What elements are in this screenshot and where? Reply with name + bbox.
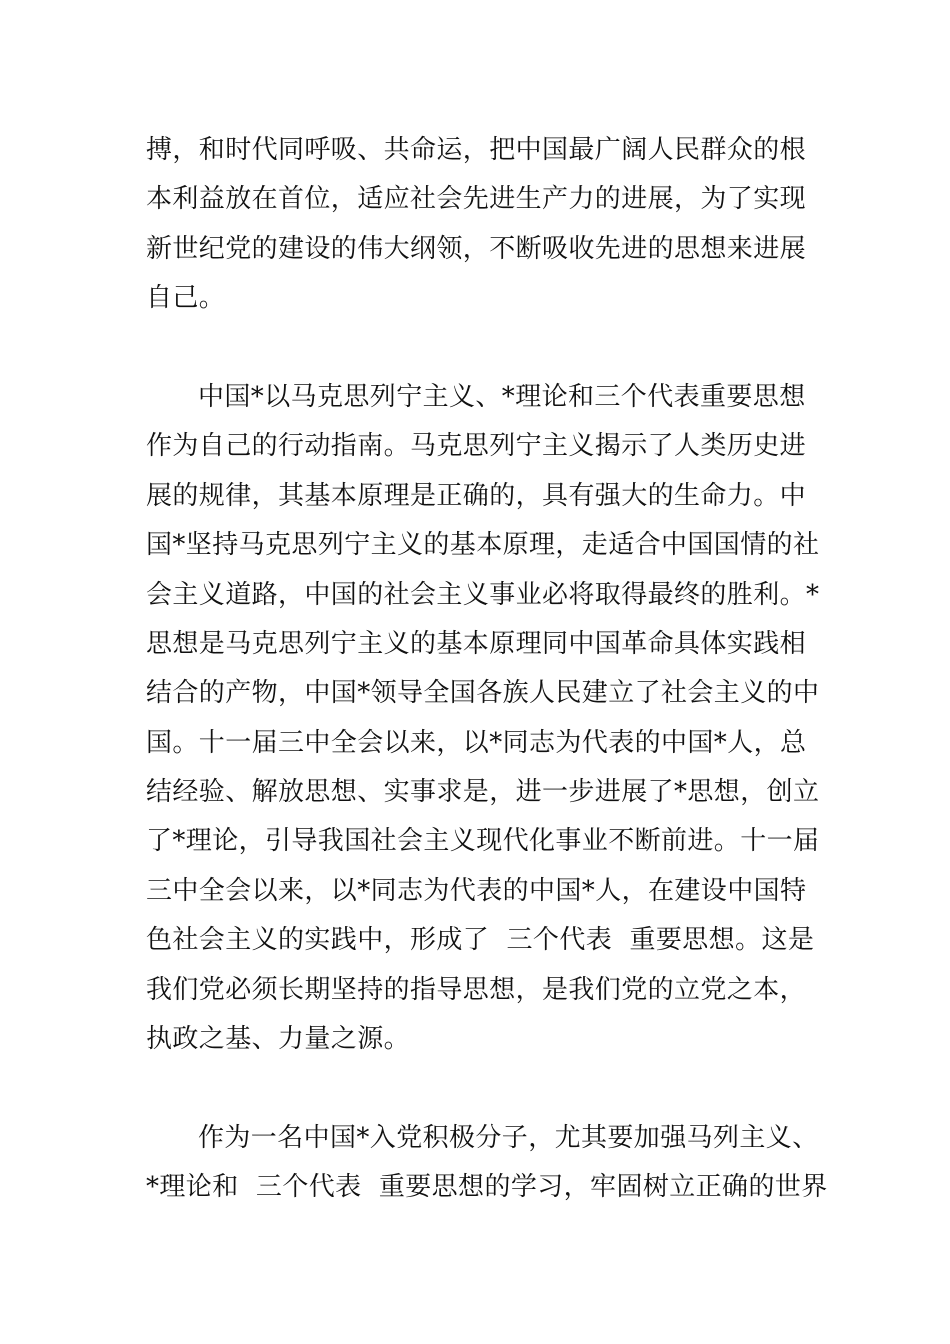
paragraph-spacer [146, 324, 806, 373]
paragraph-1 [146, 126, 806, 324]
paragraph-3 [146, 1114, 828, 1213]
text-line: 我们党必须长期坚持的指导思想，是我们党的立党之本， [146, 974, 807, 1005]
text-line: 本利益放在首位，适应社会先进生产力的进展，为了实现 [146, 184, 807, 215]
text-line: 新世纪党的建设的伟大纲领，不断吸收先进的思想来进展 [146, 233, 807, 264]
text-line: 搏，和时代同呼吸、共命运，把中国最广阔人民群众的根 [146, 135, 807, 165]
text-line: 作为一名中国*入党积极分子，尤其要加强马列主义、 [198, 1122, 819, 1153]
text-line: 执政之基、力量之源。 [146, 1024, 411, 1055]
text-line: 思想是马克思列宁主义的基本原理同中国革命具体实践相 [146, 628, 807, 659]
text-line: 色社会主义的实践中，形成了 三个代表 重要思想。这是 [146, 925, 815, 956]
text-line: 中国*以马克思列宁主义、*理论和三个代表重要思想 [198, 381, 806, 412]
text-line: 结合的产物，中国*领导全国各族人民建立了社会主义的中 [146, 678, 820, 709]
text-line: 了*理论，引导我国社会主义现代化事业不断前进。十一届 [146, 826, 820, 857]
text-line: 作为自己的行动指南。马克思列宁主义揭示了人类历史进 [146, 431, 807, 462]
text-line: 自己。 [146, 283, 226, 314]
document-page [146, 126, 828, 1213]
text-line: 展的规律，其基本原理是正确的，具有强大的生命力。中 [146, 480, 807, 511]
text-line: 国*坚持马克思列宁主义的基本原理，走适合中国国情的社 [146, 530, 820, 561]
text-line: 国。十一届三中全会以来，以*同志为代表的中国*人，总 [146, 727, 807, 758]
text-line: 三中全会以来，以*同志为代表的中国*人，在建设中国特 [146, 875, 807, 906]
paragraph-spacer [146, 1064, 806, 1113]
paragraph-2 [146, 373, 820, 1064]
text-line: *理论和 三个代表 重要思想的学习，牢固树立正确的世界 [146, 1172, 828, 1203]
text-line: 会主义道路，中国的社会主义事业必将取得最终的胜利。* [146, 579, 820, 610]
text-line: 结经验、解放思想、实事求是，进一步进展了*思想，创立 [146, 777, 820, 808]
